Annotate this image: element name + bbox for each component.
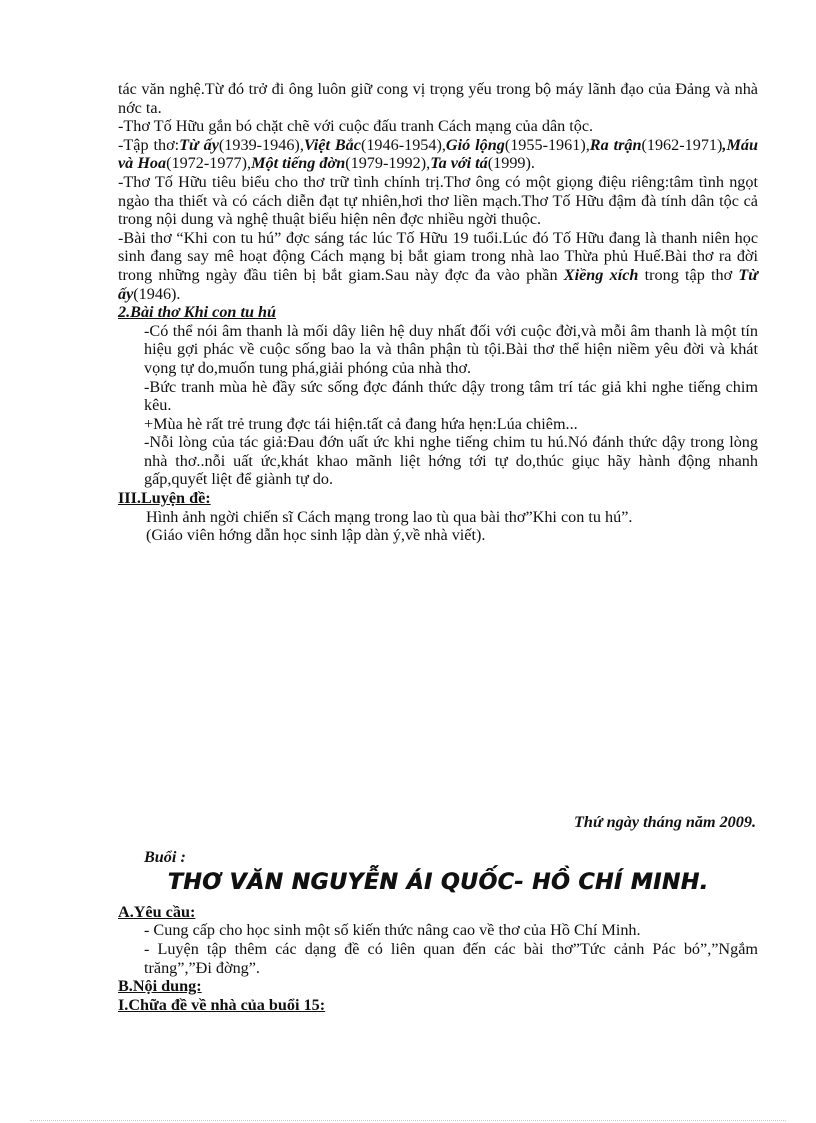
paragraph-career: tác văn nghệ.Từ đó trở đi ông luôn giữ cong vị trọng yếu trong bộ máy lãnh đạo của Đảng và nhà nớc ta.	[118, 80, 758, 117]
exercise-note: (Giáo viên hớng dẫn học sinh lập dàn ý,về nhà viết).	[146, 526, 486, 545]
heading-homework: I.Chữa đề về nhà của buổi 15:	[118, 995, 326, 1014]
paragraph-poem-origin: -Bài thơ “Khi con tu hú” đợc sáng tác lúc Tố Hữu 19 tuổi.Lúc đó Tố Hữu đang là thanh niên học sinh đang say mê hoạt động Cách mạng bị bắt giam trong nhà lao Thừa phủ Huế.Bài thơ ra đời trong những ngày đầu tiên bị bắt giam.Sau này đợc đa vào phần Xiềng xích trong tập thơ Từ ấy(1946).	[118, 228, 758, 303]
paragraph-sound: -Có thể nói âm thanh là mối dây liên hệ duy nhất đối với cuộc đời,và mỗi âm thanh là một tín hiệu gợi phác về cuộc sống bao la và thân phận tù tội.Bài thơ thể hiện niềm yêu đời và khát vọng tự do,muốn tung phá,giải phóng của nhà thơ.	[144, 321, 758, 377]
heading-content: B.Nội dung:	[118, 977, 202, 996]
exercise-topic: Hình ảnh ngời chiến sĩ Cách mạng trong lao tù qua bài thơ”Khi con tu hú”.	[146, 507, 633, 526]
session-label: Buổi :	[144, 847, 186, 866]
paragraph-revolution: -Thơ Tố Hữu gắn bó chặt chẽ với cuộc đấu tranh Cách mạng của dân tộc.	[118, 117, 594, 136]
paragraph-collections: -Tập thơ:Từ ấy(1939-1946),Việt Bắc(1946-1954),Gió lộng(1955-1961),Ra trận(1962-1971),Máu và Hoa(1972-1977),Một tiếng đờn(1979-1992),Ta với tá(1999).	[118, 135, 758, 173]
paragraph-youth: +Mùa hè rất trẻ trung đợc tái hiện.tất cả đang hứa hẹn:Lúa chiêm...	[144, 414, 578, 433]
page-bottom-divider	[30, 1120, 786, 1121]
requirement-1: - Cung cấp cho học sinh một số kiến thức nâng cao về thơ của Hồ Chí Minh.	[144, 921, 641, 940]
paragraph-feelings: -Nỗi lòng của tác giả:Đau đớn uất ức khi nghe tiếng chim tu hú.Nó đánh thức dậy trong lòng nhà thơ..nỗi uất ức,khát khao mãnh liệt hớng tới tự do,thúc giục hãy hành động nhanh gấp,quyết liệt để giành tự do.	[144, 433, 758, 489]
heading-requirements: A.Yêu cầu:	[118, 902, 196, 921]
lesson-title: THƠ VĂN NGUYỄN ÁI QUỐC- HỒ CHÍ MINH.	[167, 870, 709, 896]
date-line: Thứ ngày tháng năm 2009.	[574, 812, 756, 831]
heading-poem: 2.Bài thơ Khi con tu hú	[118, 303, 277, 322]
requirement-2: - Luyện tập thêm các dạng đề có liên quan đến các bài thơ”Tức cảnh Pác bó”,”Ngắm trăng”,”Đi đờng”.	[144, 940, 758, 977]
document-page	[118, 80, 758, 1014]
paragraph-style: -Thơ Tố Hữu tiêu biểu cho thơ trữ tình chính trị.Thơ ông có một giọng điệu riêng:tâm tình ngọt ngào tha thiết và có cách diễn đạt tự nhiên,hơi thơ liền mạch.Thơ Tố Hữu đậm đà tính dân tộc cả trong nội dung và nghệ thuật biểu hiện nên đợc nhiều ngời thuộc.	[118, 172, 758, 229]
heading-practice: III.Luyện đề:	[118, 489, 211, 508]
paragraph-summer: -Bức tranh mùa hè đầy sức sống đợc đánh thức dậy trong tâm trí tác giả khi nghe tiếng chim kêu.	[144, 377, 758, 415]
